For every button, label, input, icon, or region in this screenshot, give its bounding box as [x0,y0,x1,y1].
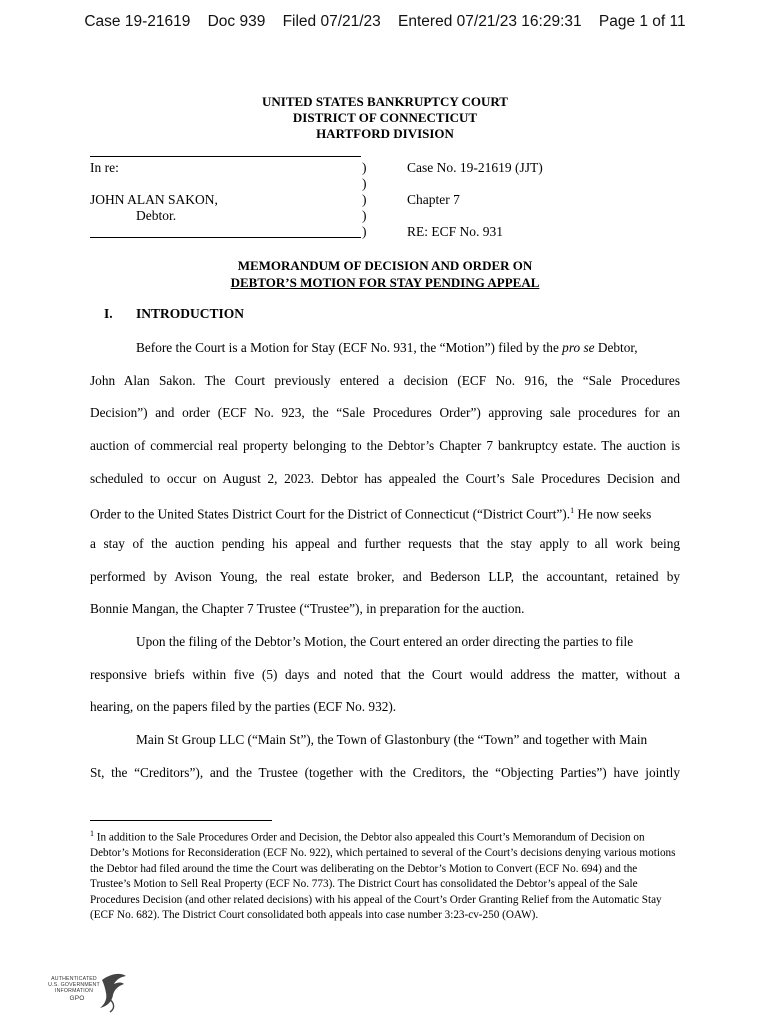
caption-paren: ) [362,224,367,239]
eagle-icon [44,968,134,1014]
body-line: auction of commercial real property belonging to the Debtor’s Chapter 7 bankruptcy estate. The auction is [90,438,680,453]
debtor-name: JOHN ALAN SAKON, [90,192,218,207]
body-line: Upon the filing of the Debtor’s Motion, the Court entered an order directing the parties to file [136,634,634,649]
body-line: Bonnie Mangan, the Chapter 7 Trustee (“Trustee”), in preparation for the auction. [90,601,525,616]
court-heading [0,94,770,142]
body-line: responsive briefs within five (5) days and noted that the Court would address the matter, without a [90,667,680,682]
document-title [0,257,770,291]
body-text: Order to the United States District Court for the District of Connecticut (“District Court”). [90,506,571,522]
body-line: John Alan Sakon. The Court previously entered a decision (ECF No. 916, the “Sale Procedures [90,373,680,388]
body-line: Main St Group LLC (“Main St”), the Town of Glastonbury (the “Town” and together with Main [136,732,648,747]
body-line: a stay of the auction pending his appeal and further requests that the stay apply to all work being [90,536,680,551]
footnote [90,826,680,924]
section-title: INTRODUCTION [136,306,245,321]
body-italic: pro se [562,340,595,355]
stamp-doc: Doc 939 [207,13,266,30]
footnote-text: In addition to the Sale Procedures Order and Decision, the Debtor also appealed this Court’s Memorandum of Decision on Debtor’s Motions for Reconsideration (ECF No. 922), which pertained to several of the Court’s decisions denying various motions the Debtor had filed around the time the Court was deliberating on the Debtor’s Motion to Convert (ECF No. 694) and the Trustee’s Motion to Sell Real Property (ECF No. 773). The District Court has consolidated the Debtor’s appeal of the Sale Procedures Decision (and other related decisions) with his appeal of the Court’s Order Granting Relief from the Automatic Stay (ECF No. 682). The District Court consolidated both appeals into case number 3:23-cv-250 (OAW). [90,831,676,922]
gpo-authentication-seal [44,968,134,1014]
chapter: Chapter 7 [407,192,460,207]
body-line: scheduled to occur on August 2, 2023. Debtor has appealed the Court’s Sale Procedures Decision and [90,471,680,486]
body-line [136,340,680,356]
body-line: hearing, on the papers filed by the parties (ECF No. 932). [90,699,397,714]
stamp-filed: Filed 07/21/23 [282,13,381,30]
body-line: St, the “Creditors”), and the Trustee (together with the Creditors, the “Objecting Parties”) have jointly [90,765,680,780]
caption-paren: ) [362,208,367,223]
footnote-ref[interactable]: 1 [570,506,575,515]
caption-bottom-rule [90,237,361,238]
section-number: I. [104,306,113,321]
title-line-1: MEMORANDUM OF DECISION AND ORDER ON [237,258,533,273]
gpo-line-1: AUTHENTICATED [51,976,97,982]
stamp-entered: Entered 07/21/23 16:29:31 [398,13,582,30]
body-text: Before the Court is a Motion for Stay (ECF No. 931, the “Motion”) filed by the [136,340,563,355]
gpo-mark: GPO [69,995,85,1002]
court-name: UNITED STATES BANKRUPTCY COURT [262,94,508,109]
caption-paren: ) [362,176,367,191]
body-text: Debtor, [594,340,638,355]
in-re-label: In re: [90,160,119,175]
stamp-page: Page 1 of 11 [598,13,686,30]
gpo-line-3: INFORMATION [54,988,94,994]
caption-paren: ) [362,160,367,175]
caption-top-rule [90,156,361,157]
debtor-label: Debtor. [136,208,177,223]
footnote-marker: 1 [90,829,94,838]
court-division: HARTFORD DIVISION [316,126,454,141]
court-district: DISTRICT OF CONNECTICUT [292,110,478,125]
body-line [90,503,680,522]
gpo-line-2: U.S. GOVERNMENT [48,982,100,988]
re-ecf: RE: ECF No. 931 [407,224,504,239]
title-line-2: DEBTOR’S MOTION FOR STAY PENDING APPEAL [230,275,540,290]
case-number: Case No. 19-21619 (JJT) [407,160,543,175]
caption-paren: ) [362,192,367,207]
body-text: He now seeks [574,506,652,522]
filing-stamp [0,13,770,31]
stamp-case: Case 19-21619 [84,13,191,30]
footnote-separator [90,820,272,821]
section-heading [104,306,244,322]
body-line: Decision”) and order (ECF No. 923, the “Sale Procedures Order”) approving sale procedures for an [90,405,680,420]
body-line: performed by Avison Young, the real estate broker, and Bederson LLP, the accountant, retained by [90,569,680,584]
